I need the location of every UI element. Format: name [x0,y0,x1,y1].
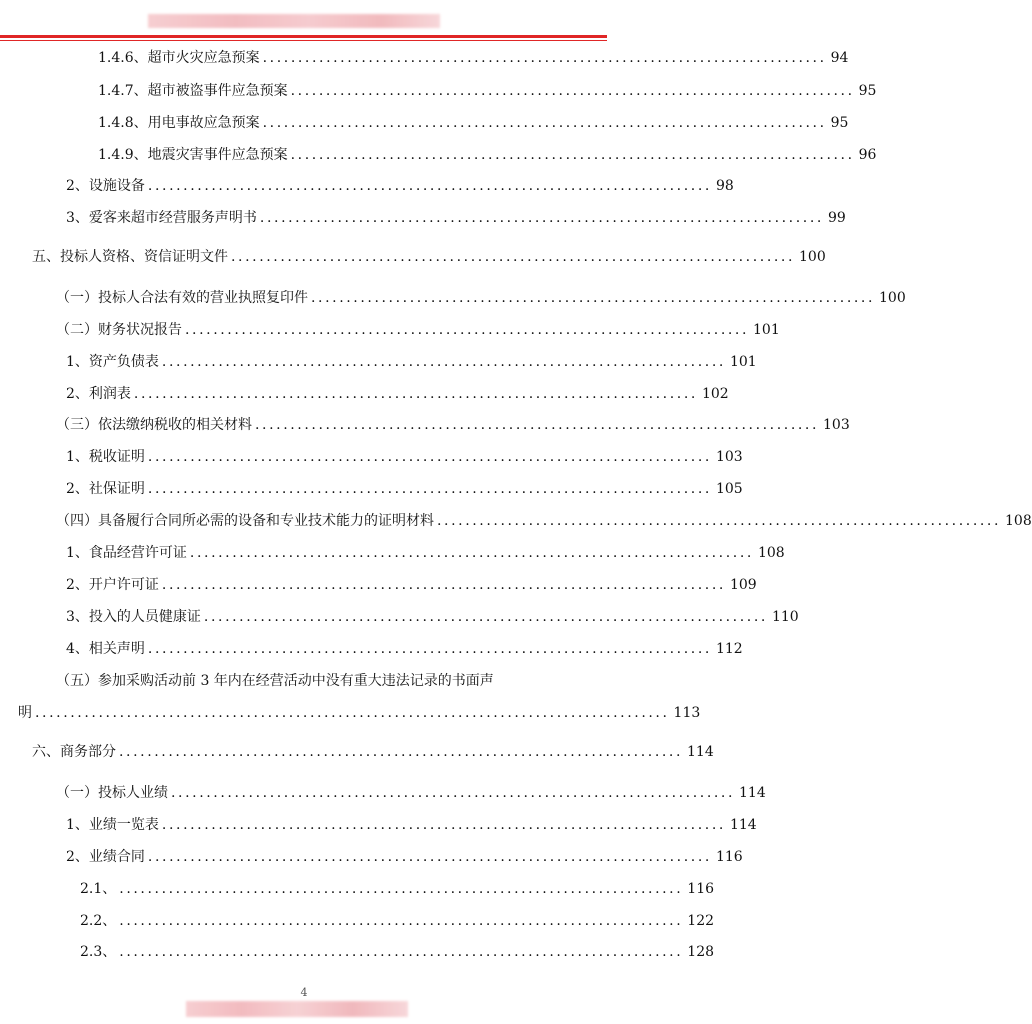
toc-entry[interactable] [80,912,715,930]
toc-leader: ................................................................................ [119,744,684,760]
toc-entry[interactable] [66,480,743,498]
toc-leader: ................................................................................ [147,641,712,657]
toc-entry[interactable] [80,943,715,961]
toc-entry-page: 101 [753,322,780,338]
toc-entry-page: 116 [687,881,715,897]
toc-entry-title: 4、相关声明 [66,641,145,657]
toc-entry-title: 1.4.8、用电事故应急预案 [98,115,260,131]
toc-entry[interactable] [66,816,757,834]
toc-entry-page: 112 [715,641,743,657]
toc-leader: ................................................................................ [203,609,768,625]
toc-entry-page: 110 [771,609,799,625]
toc-entry-page: 95 [830,115,849,131]
toc-entry[interactable] [98,114,849,132]
page-number: 4 [300,986,308,999]
toc-entry-page: 103 [715,449,743,465]
toc-entry-page: 98 [715,178,734,194]
toc-entry-title: 1、食品经营许可证 [66,545,187,561]
toc-entry-page: 109 [729,577,757,593]
toc-leader: ................................................................................ [231,249,796,265]
toc-entry-title: （四）具备履行合同所必需的设备和专业技术能力的证明材料 [56,513,434,529]
toc-leader: ................................................................................ [290,147,855,163]
toc-entry-title: 2.2、 [80,913,117,929]
toc-leader: ................................................................................ [262,50,827,66]
toc-entry-title: 2、社保证明 [66,481,145,497]
toc-leader: ................................................................................ [161,817,726,833]
toc-entry-page: 94 [830,50,849,66]
toc-entry[interactable] [32,248,826,266]
toc-entry[interactable] [98,146,877,164]
toc-entry[interactable] [98,49,849,67]
toc-entry-page: 114 [729,817,757,833]
toc-entry[interactable] [66,177,734,195]
toc-entry-page: 108 [757,545,785,561]
toc-entry-title: 1.4.6、超市火灾应急预案 [98,50,260,66]
toc-entry-page: 100 [799,249,826,265]
toc-entry[interactable] [66,353,757,371]
toc-entry[interactable] [66,448,743,466]
toc-entry-title: 五、投标人资格、资信证明文件 [32,249,228,265]
toc-leader: ................................................................................ [255,417,820,433]
toc-leader: ................................................................................ [311,290,876,306]
toc-entry-page: 105 [715,481,743,497]
toc-entry-title: 1、资产负债表 [66,354,159,370]
toc-entry[interactable] [56,512,1032,530]
toc-entry-page: 101 [729,354,757,370]
toc-leader: ................................................................................ [161,354,726,370]
toc-entry-title: （三）依法缴纳税收的相关材料 [56,417,252,433]
toc-leader: ................................................................................ [161,577,726,593]
toc-entry-title: 1、业绩一览表 [66,817,159,833]
toc-entry-title: （一）投标人业绩 [56,785,168,801]
toc-leader: ................................................................................ [185,322,750,338]
toc-entry-title: 1.4.7、超市被盗事件应急预案 [98,83,288,99]
toc-entry-page: 114 [739,785,766,801]
toc-leader: ................................................................................ [147,481,712,497]
toc-entry-page: 102 [701,386,729,402]
toc-entry-wrapped-first-line[interactable]: （五）参加采购活动前 3 年内在经营活动中没有重大违法记录的书面声 [56,673,494,689]
toc-entry-page: 116 [715,849,743,865]
toc-entry[interactable] [56,289,906,307]
toc-entry[interactable] [56,416,850,434]
toc-entry[interactable] [66,576,757,594]
toc-entry[interactable] [32,743,714,761]
toc-leader: ................................................................................ [133,386,698,402]
toc-leader: ................................................................................ [189,545,754,561]
toc-leader: ................................................................................ [262,115,827,131]
toc-leader: ................................................................................ [119,913,684,929]
toc-entry[interactable] [98,82,877,100]
toc-leader: ................................................................................ [171,785,736,801]
toc-leader: ................................................................................ [147,178,712,194]
toc-entry[interactable] [66,640,743,658]
toc-entry-page: 113 [673,705,701,721]
toc-entry[interactable] [56,321,780,339]
toc-entry-title: 2、业绩合同 [66,849,145,865]
toc-leader: ................................................................................ [119,881,684,897]
toc-entry-title: 3、爱客来超市经营服务声明书 [66,210,257,226]
toc-leader: ................................................................................ [437,513,1002,529]
toc-entry-page: 103 [823,417,850,433]
toc-leader: ................................................................................ [119,944,684,960]
toc-entry-title: 六、商务部分 [32,744,116,760]
toc-entry-title: 2、开户许可证 [66,577,159,593]
toc-entry-title: 2、设施设备 [66,178,145,194]
toc-entry-page: 100 [879,290,906,306]
footer-redacted-text [186,1001,408,1017]
toc-entry-page: 108 [1005,513,1032,529]
toc-entry-title: 1、税收证明 [66,449,145,465]
toc-entry-title: 3、投入的人员健康证 [66,609,201,625]
toc-entry[interactable] [66,608,799,626]
toc-entry-page: 122 [687,913,715,929]
toc-entry-title: （一）投标人合法有效的营业执照复印件 [56,290,308,306]
toc-entry[interactable] [66,209,846,227]
toc-leader: .......................................................................................... [35,705,670,721]
toc-leader: ................................................................................ [147,449,712,465]
toc-leader: ................................................................................ [290,83,855,99]
toc-entry-title: 明 [18,705,32,721]
toc-entry-page: 96 [858,147,877,163]
toc-entry[interactable] [80,880,715,898]
toc-entry-title: 2.1、 [80,881,117,897]
toc-entry[interactable] [66,385,729,403]
toc-entry[interactable] [56,784,766,802]
toc-entry-page: 99 [827,210,846,226]
toc-entry-page: 128 [687,944,715,960]
toc-leader: ................................................................................ [259,210,824,226]
toc-entry-title: （二）财务状况报告 [56,322,182,338]
toc-leader: ................................................................................ [147,849,712,865]
toc-entry-page: 114 [687,744,714,760]
toc-entry-title: 1.4.9、地震灾害事件应急预案 [98,147,288,163]
toc-entry[interactable] [18,704,701,722]
toc-entry-page: 95 [858,83,877,99]
toc-entry-title: 2、利润表 [66,386,131,402]
toc-entry[interactable] [66,544,785,562]
toc-entry-title: 2.3、 [80,944,117,960]
toc-entry[interactable] [66,848,743,866]
